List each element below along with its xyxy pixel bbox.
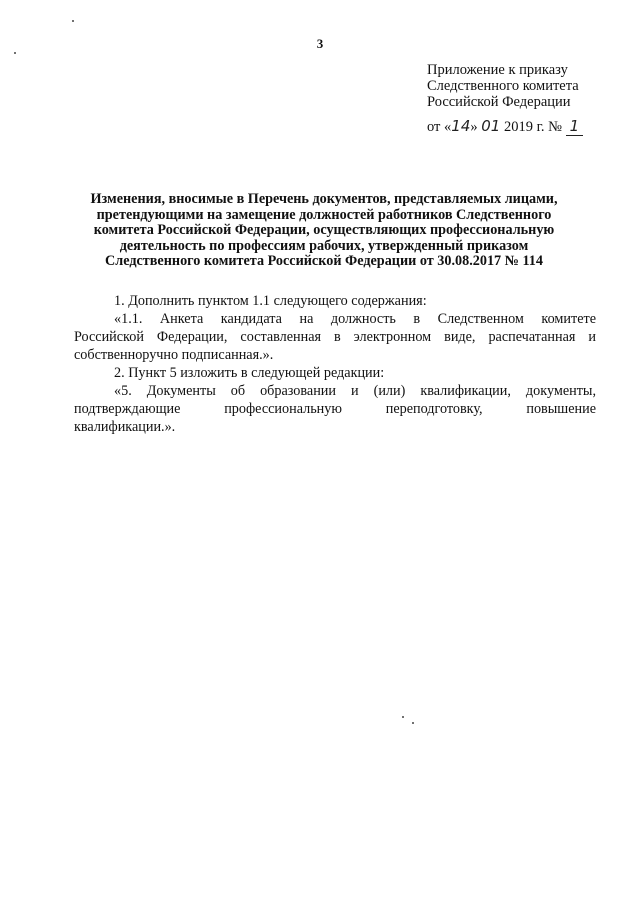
document-body [74, 292, 596, 436]
paragraph-1: 1. Дополнить пунктом 1.1 следующего содержания: [114, 293, 427, 309]
appendix-header [427, 62, 627, 110]
paragraph-2-line-3: собственноручно подписанная.». [74, 347, 274, 363]
document-title [74, 192, 574, 270]
paragraph-2-line-1: «1.1. Анкета кандидата на должность в Следственном комитете [114, 311, 596, 327]
appendix-line-1: Приложение к приказу [427, 62, 568, 78]
appendix-line-2: Следственного комитета [427, 78, 579, 94]
order-date-line [427, 117, 627, 136]
page-number: 3 [316, 36, 324, 51]
scan-speck [412, 722, 414, 724]
order-year-text: 2019 г. № [503, 119, 562, 135]
title-line-2: претендующими на замещение должностей работников Следственного [96, 206, 552, 223]
title-line-4: деятельность по профессиям рабочих, утвержденный приказом [119, 237, 529, 254]
paragraph-4-line-3: квалификации.». [74, 419, 176, 435]
scan-speck [402, 716, 404, 718]
scan-speck [14, 52, 16, 54]
paragraph-4-line-2: подтверждающие профессиональную переподготовку, повышение [74, 401, 596, 417]
order-day-handwritten: 14 [451, 117, 471, 135]
order-prefix: от « [427, 119, 452, 135]
order-month-handwritten: 01 [481, 117, 501, 135]
title-line-3: комитета Российской Федерации, осуществляющих профессиональную [93, 222, 555, 238]
order-number-handwritten: 1 [566, 117, 584, 136]
paragraph-2-line-2: Российской Федерации, составленная в электронном виде, распечатанная и [74, 329, 596, 345]
paragraph-4-line-1: «5. Документы об образовании и (или) квалификации, документы, [114, 383, 596, 399]
title-line-5: Следственного комитета Российской Федерации от 30.08.2017 № 114 [105, 253, 543, 269]
title-line-1: Изменения, вносимые в Перечень документов, представляемых лицами, [90, 191, 558, 207]
paragraph-3: 2. Пункт 5 изложить в следующей редакции: [114, 365, 385, 381]
scan-speck [72, 20, 74, 22]
order-quote-close: » [470, 119, 478, 135]
appendix-line-3: Российской Федерации [427, 94, 571, 110]
